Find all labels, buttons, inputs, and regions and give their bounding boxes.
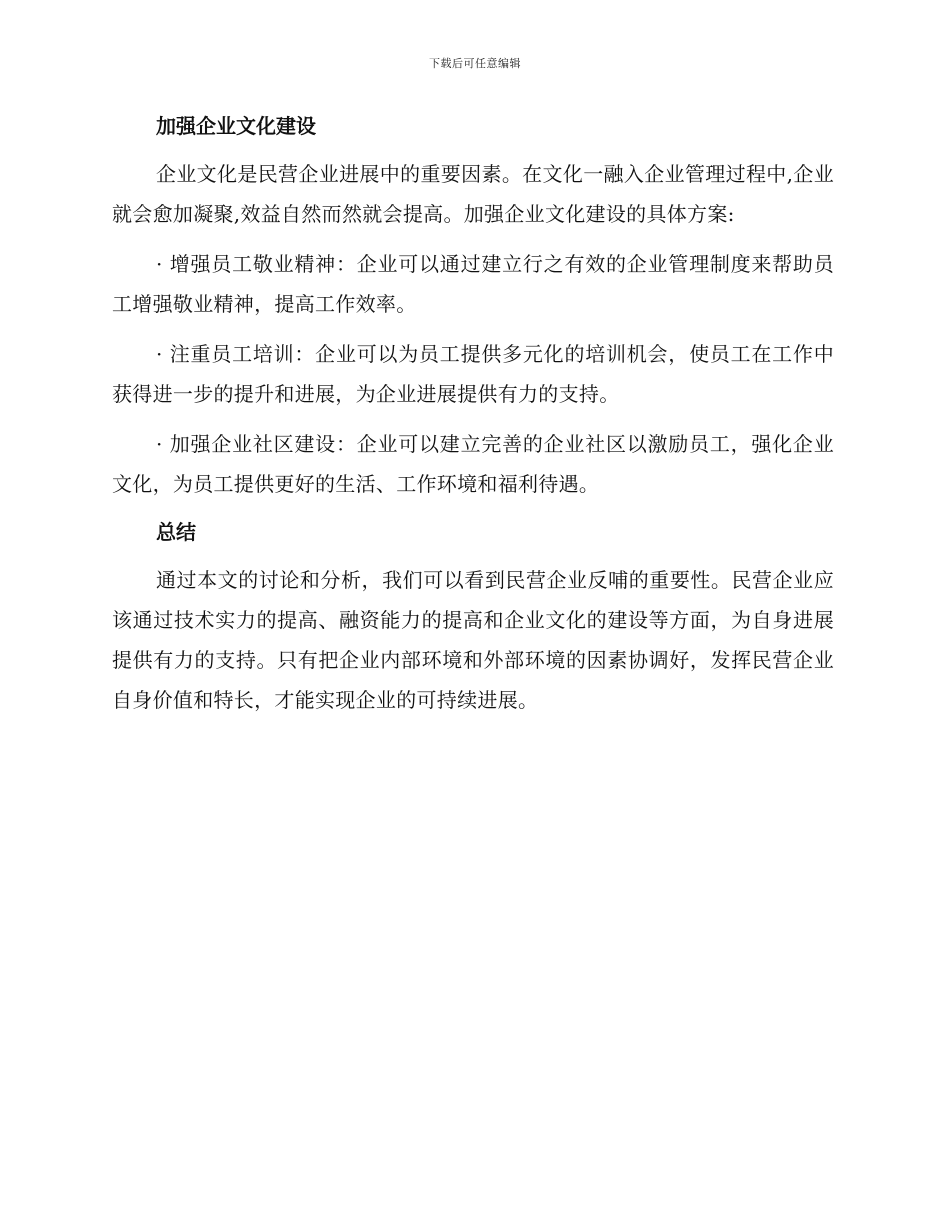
bullet-dedication: · 增强员工敬业精神：企业可以通过建立行之有效的企业管理制度来帮助员工增强敬业精神，提高工作效率。 — [112, 252, 834, 316]
bullet-community: · 加强企业社区建设：企业可以建立完善的企业社区以激励员工，强化企业文化，为员工提供更好的生活、工作环境和福利待遇。 — [112, 432, 834, 496]
page-header-note: 下载后可任意编辑 — [429, 57, 521, 70]
bullet-training: · 注重员工培训：企业可以为员工提供多元化的培训机会，使员工在工作中获得进一步的提升和进展，为企业进展提供有力的支持。 — [112, 342, 834, 406]
paragraph-culture-intro: 企业文化是民营企业进展中的重要因素。在文化一融入企业管理过程中,企业就会愈加凝聚,效益自然而然就会提高。加强企业文化建设的具体方案: — [112, 162, 834, 226]
paragraph-summary: 通过本文的讨论和分析，我们可以看到民营企业反哺的重要性。民营企业应该通过技术实力的提高、融资能力的提高和企业文化的建设等方面，为自身进展提供有力的支持。只有把企业内部环境和外部环境的因素协调好，发挥民营企业自身价值和特长，才能实现企业的可持续进展。 — [112, 568, 834, 712]
section-heading-summary: 总结 — [156, 520, 196, 544]
document-body — [112, 108, 834, 730]
section-heading-culture: 加强企业文化建设 — [156, 114, 316, 138]
